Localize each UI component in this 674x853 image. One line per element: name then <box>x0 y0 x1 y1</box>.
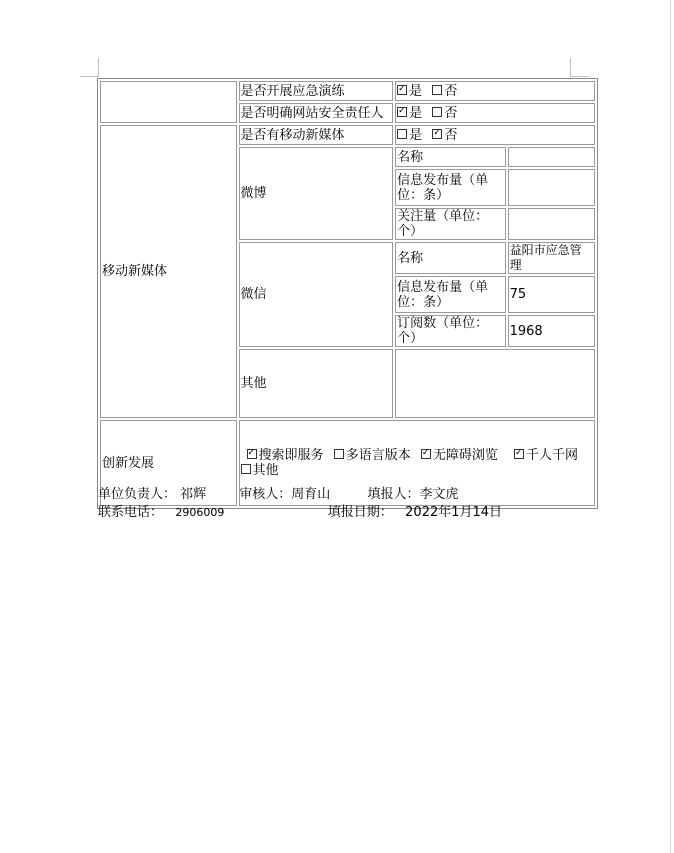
wechat-posts-label: 信息发布量（单位：条） <box>395 276 505 313</box>
mobile-media-question: 是否有移动新媒体 <box>239 125 394 145</box>
other-media-label: 其他 <box>239 349 394 418</box>
checkbox-empty-icon[interactable] <box>241 464 251 474</box>
no-label: 否 <box>444 105 458 121</box>
reviewer-label: 审核人： <box>239 487 292 502</box>
wechat-subs-value[interactable]: 1968 <box>508 315 595 347</box>
yes-label: 是 <box>409 127 423 143</box>
footer-line-2 <box>98 501 502 520</box>
checkbox-checked-icon[interactable] <box>397 107 407 117</box>
wechat-subs-label: 订阅数（单位：个） <box>395 315 505 347</box>
footer-line-1 <box>98 483 459 502</box>
responsible-question: 是否明确网站安全责任人 <box>239 103 394 123</box>
option-other: 其他 <box>252 463 279 478</box>
option-search-service: 搜索即服务 <box>258 448 324 463</box>
option-personalized: 千人千网 <box>526 448 579 463</box>
mobile-media-answer <box>395 125 595 145</box>
weibo-followers-label: 关注量（单位：个） <box>395 208 505 240</box>
weibo-followers-value[interactable] <box>508 208 595 240</box>
checkbox-checked-icon[interactable] <box>432 129 442 139</box>
checkbox-empty-icon[interactable] <box>432 85 442 95</box>
weibo-posts-value[interactable] <box>508 169 595 206</box>
option-accessibility: 无障碍浏览 <box>432 448 498 463</box>
margin-corner-mark-left <box>80 58 99 77</box>
yes-label: 是 <box>409 105 423 121</box>
wechat-name-value[interactable]: 益阳市应急管理 <box>508 242 595 274</box>
responsible-answer <box>395 103 595 123</box>
wechat-posts-value[interactable]: 75 <box>508 276 595 313</box>
filler-name: 李文虎 <box>419 487 459 502</box>
checkbox-checked-icon[interactable] <box>421 449 431 459</box>
reviewer-name: 周育山 <box>291 487 331 502</box>
checkbox-empty-icon[interactable] <box>334 449 344 459</box>
unit-head-label: 单位负责人： <box>98 487 177 502</box>
checkbox-checked-icon[interactable] <box>397 85 407 95</box>
innovation-label: 创新发展 <box>100 420 237 506</box>
date-label: 填报日期： <box>327 505 393 520</box>
checkbox-checked-icon[interactable] <box>247 449 257 459</box>
phone-value: 2906009 <box>175 506 225 519</box>
checkbox-empty-icon[interactable] <box>432 107 442 117</box>
wechat-label: 微信 <box>239 242 394 347</box>
wechat-name-label: 名称 <box>395 242 505 274</box>
drill-answer <box>395 81 595 101</box>
margin-corner-mark-right <box>570 58 589 77</box>
weibo-posts-label: 信息发布量（单位：条） <box>395 169 505 206</box>
drill-question: 是否开展应急演练 <box>239 81 394 101</box>
phone-label: 联系电话： <box>98 505 164 520</box>
date-value: 2022年1月14日 <box>405 505 503 520</box>
weibo-name-value[interactable] <box>508 147 595 167</box>
no-label: 否 <box>444 127 458 143</box>
mobile-media-section-label: 移动新媒体 <box>100 125 237 418</box>
unit-head-name: 祁辉 <box>180 487 207 502</box>
filler-label: 填报人： <box>367 487 420 502</box>
yes-label: 是 <box>409 83 423 99</box>
no-label: 否 <box>444 83 458 99</box>
other-media-value[interactable] <box>395 349 595 418</box>
weibo-name-label: 名称 <box>395 147 505 167</box>
info-table <box>97 78 598 509</box>
checkbox-empty-icon[interactable] <box>397 129 407 139</box>
empty-category-cell <box>100 81 237 123</box>
option-multilingual: 多语言版本 <box>345 448 411 463</box>
weibo-label: 微博 <box>239 147 394 240</box>
checkbox-checked-icon[interactable] <box>514 449 524 459</box>
